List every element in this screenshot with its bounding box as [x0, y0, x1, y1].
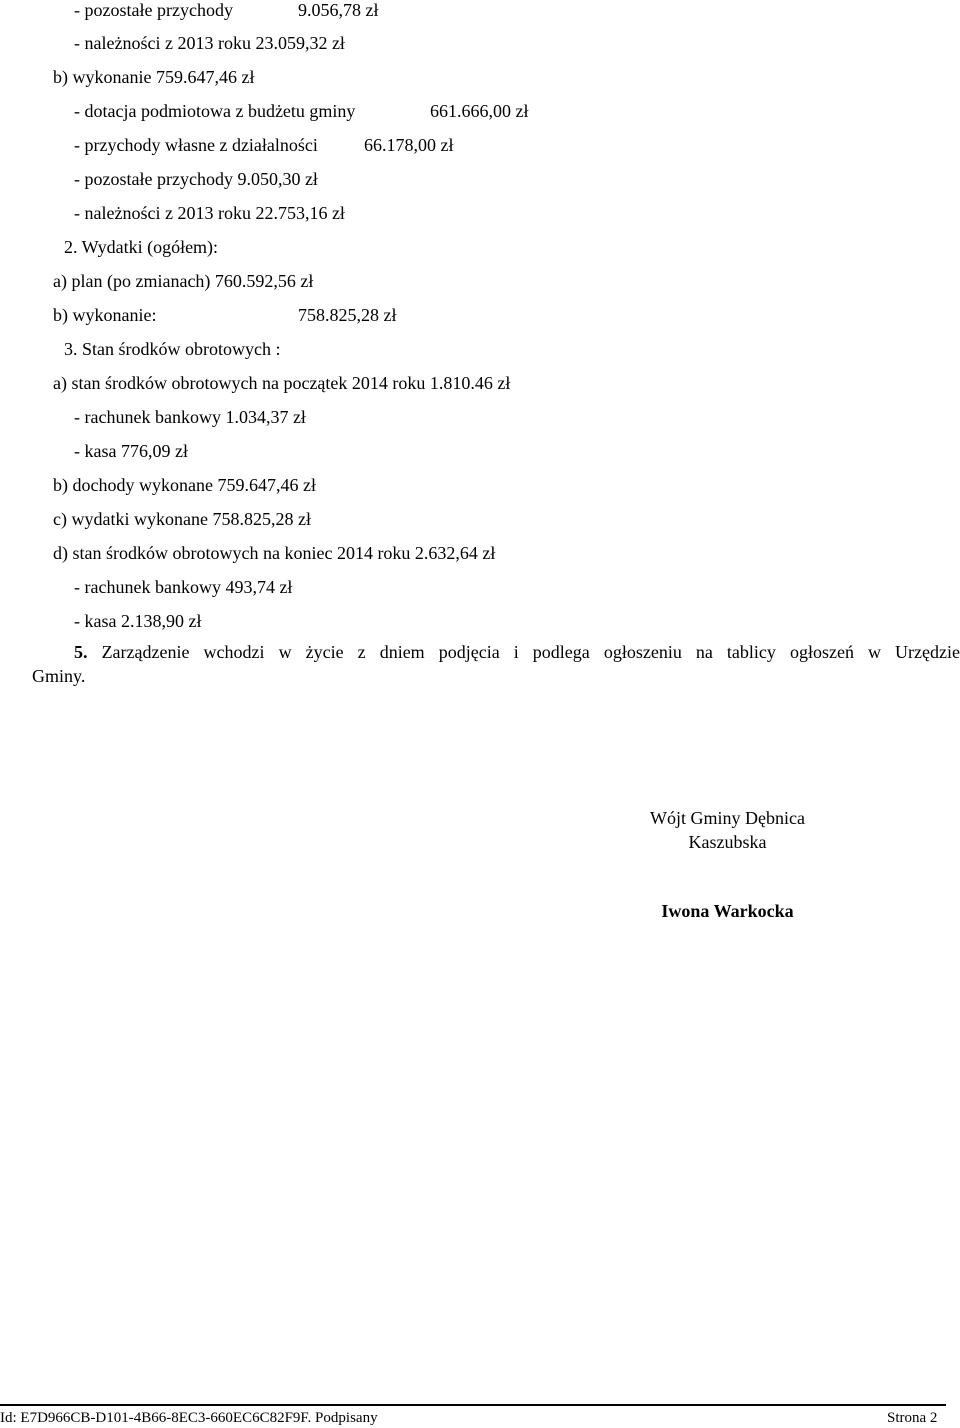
signature-name: Iwona Warkocka — [661, 901, 794, 921]
line-receivables-2013-plan: - należności z 2013 roku 23.059,32 zł — [74, 33, 345, 53]
line-income-executed: b) dochody wykonane 759.647,46 zł — [53, 475, 316, 495]
section-5-number: 5. — [74, 642, 88, 662]
line-capital-start: a) stan środków obrotowych na początek 2014 roku 1.810.46 zł — [53, 373, 511, 393]
line-execution-total: b) wykonanie 759.647,46 zł — [53, 67, 255, 87]
line-other-income-plan-label: - pozostałe przychody — [74, 0, 233, 20]
line-other-income-exec: - pozostałe przychody 9.050,30 zł — [74, 169, 318, 189]
section-5-paragraph — [74, 641, 960, 663]
line-receivables-2013-exec: - należności z 2013 roku 22.753,16 zł — [74, 203, 345, 223]
line-subsidy-label: - dotacja podmiotowa z budżetu gminy — [74, 101, 356, 121]
line-expenses-exec-label: b) wykonanie: — [53, 305, 157, 325]
footer-document-id: Id: E7D966CB-D101-4B66-8EC3-660EC6C82F9F. Podpisany — [0, 1410, 378, 1426]
line-expenses-executed: c) wydatki wykonane 758.825,28 zł — [53, 509, 311, 529]
line-bank-account-start: - rachunek bankowy 1.034,37 zł — [74, 407, 306, 427]
line-other-income-plan-value: 9.056,78 zł — [298, 0, 379, 20]
footer-divider — [0, 1404, 946, 1406]
line-subsidy-value: 661.666,00 zł — [430, 101, 529, 121]
section-5-text: Zarządzenie wchodzi w życie z dniem podjęcia i podlega ogłoszeniu na tablicy ogłoszeń w Urzędzie — [101, 642, 960, 662]
heading-expenses: 2. Wydatki (ogółem): — [64, 237, 219, 257]
line-capital-end: d) stan środków obrotowych na koniec 2014 roku 2.632,64 zł — [53, 543, 496, 563]
heading-working-capital: 3. Stan środków obrotowych : — [64, 339, 281, 359]
section-5-text-continued: Gminy. — [32, 666, 86, 686]
line-cash-start: - kasa 776,09 zł — [74, 441, 188, 461]
signature-title-line1: Wójt Gminy Dębnica — [650, 808, 805, 828]
line-expenses-plan: a) plan (po zmianach) 760.592,56 zł — [53, 271, 314, 291]
signature-title-line2: Kaszubska — [688, 832, 767, 852]
line-expenses-exec-value: 758.825,28 zł — [298, 305, 397, 325]
line-cash-end: - kasa 2.138,90 zł — [74, 611, 202, 631]
line-bank-account-end: - rachunek bankowy 493,74 zł — [74, 577, 293, 597]
line-own-income-value: 66.178,00 zł — [364, 135, 454, 155]
line-own-income-label: - przychody własne z działalności — [74, 135, 318, 155]
footer-page-number: Strona 2 — [887, 1410, 938, 1426]
